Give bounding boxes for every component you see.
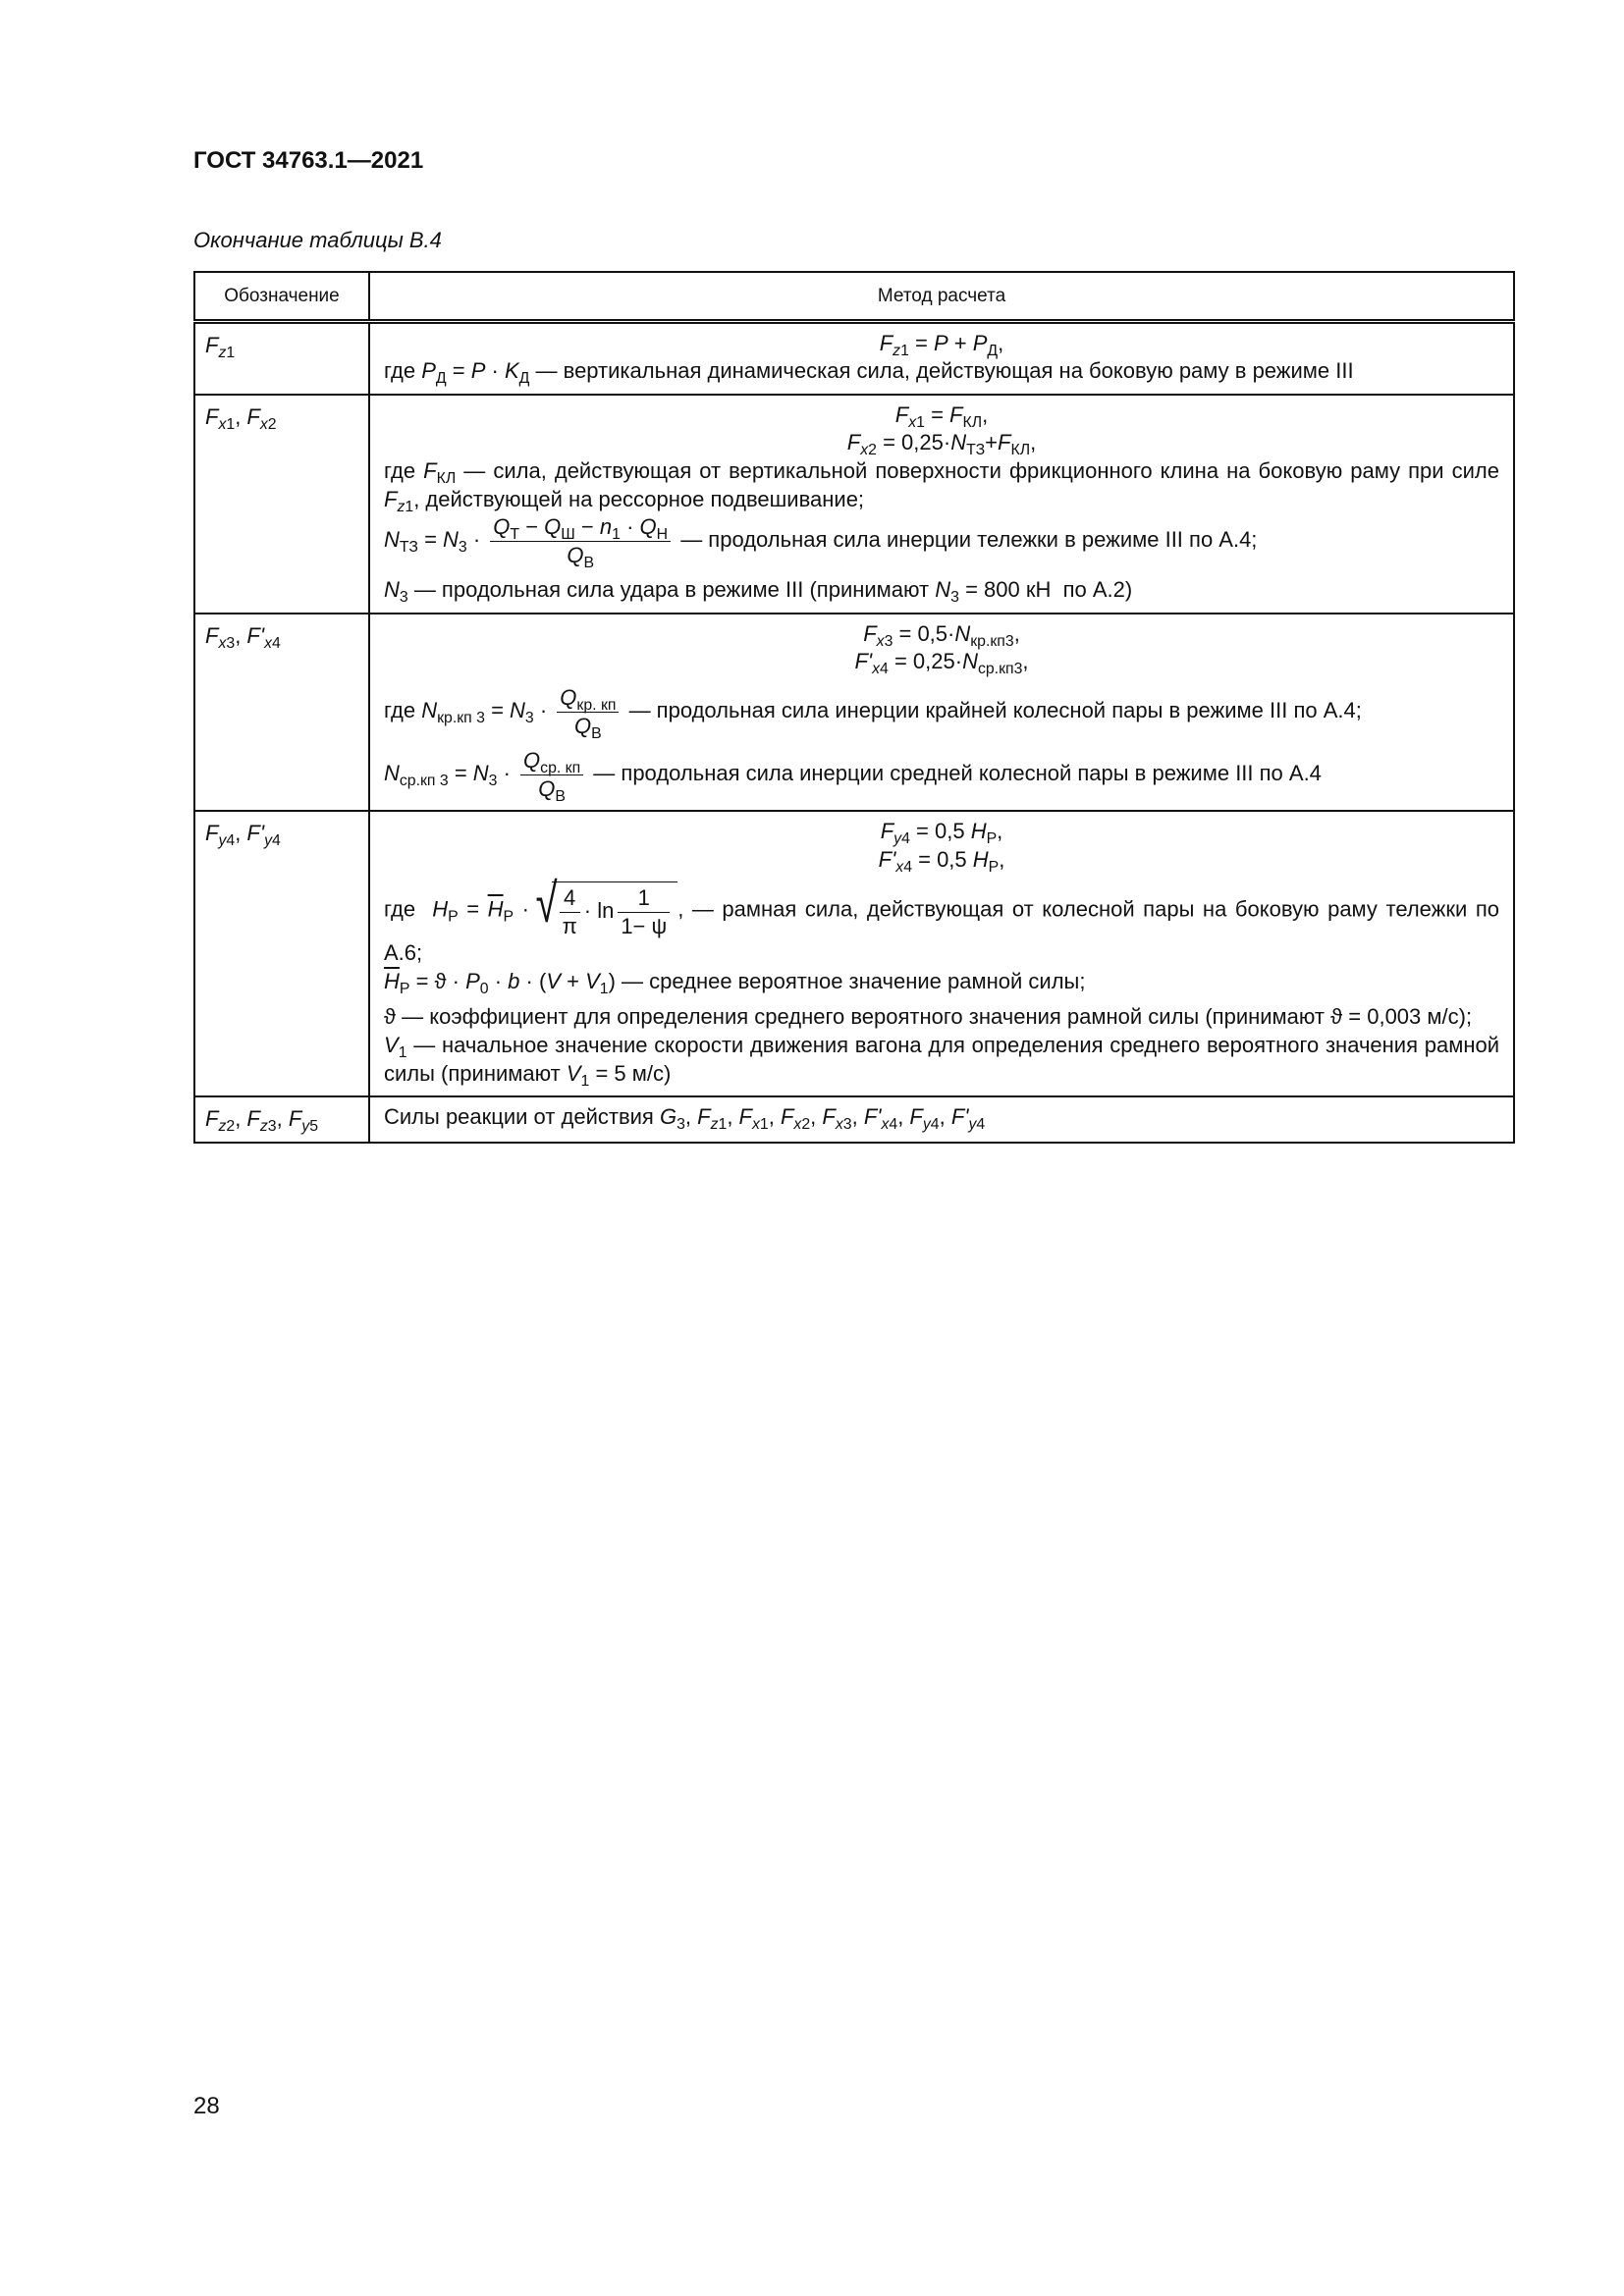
document-standard-number: ГОСТ 34763.1—2021 xyxy=(193,147,424,174)
column-header-designation: Обозначение xyxy=(194,272,369,321)
row-method-fy4: $F_{y4} = 0,5$ $H_Р$, $F'_{x4} = 0,5$ $H_Р$, где $H_Р = \overline{H}_Р$ · √ $\frac{4}{\pi}$ · ln $\frac{1}{1- \psi}$ , — рамная сила, действующая от колесной пары на боковую раму тележки по А.6; $\overline{H}_Р = ϑ \cdot P_0 \cdot b \cdot (V + V_1)$ — среднее вероятное значение рамной силы; ϑ — коэффициент для определения среднего вероятного значения рамной силы (принимают ϑ = 0,003 м/с); $V_1$ — начальное значение скорости движения вагона для определения среднего вероятного значения рамной силы (принимают $V_1 = 5$ м/с) xyxy=(369,811,1514,1096)
table-row-fx3-fx4 xyxy=(194,614,1514,811)
row-symbol-fy4: $F_{y4}$, $F'_{y4}$ xyxy=(194,811,369,1096)
row-method-fx3-fx4: $F_{x3} = 0,5\cdot N_{кр.кп3}$, $F'_{x4} = 0,25\cdot N_{ср.кп3}$, где $N_{кр.кп 3} = N_3$ · $\frac{Q_{кр. кп}}{Q_В}$ — продольная сила инерции крайней колесной пары в режиме III по А.4; $N_{ср.кп 3} = N_3$ · $\frac{Q_{ср. кп}}{Q_В}$ — продольная сила инерции средней колесной пары в режиме III по А.4 xyxy=(369,614,1514,811)
table-row-fy4 xyxy=(194,811,1514,1096)
table-row-fx1-fx2 xyxy=(194,395,1514,614)
row-symbol-reactions: $F_{z2}$, $F_{z3}$, $F_{y5}$ xyxy=(194,1096,369,1143)
row-symbol-fz1: $F_{z1}$ xyxy=(194,321,369,395)
page-number: 28 xyxy=(193,2093,220,2119)
table-row-fz1 xyxy=(194,321,1514,395)
formula-fraction-outer-wheelset: $\frac{Q_{кр. кп}}{Q_В}$ xyxy=(557,684,619,739)
row-method-reactions: Силы реакции от действия $G_3$, $F_{z1}$, $F_{x1}$, $F_{x2}$, $F_{x3}$, $F'_{x4}$, $F_{y4}$, $F'_{y4}$ xyxy=(369,1096,1514,1143)
row-symbol-fx3-fx4: $F_{x3}$, $F'_{x4}$ xyxy=(194,614,369,811)
row-method-fx1-fx2: $F_{x1} = F_{КЛ}$, $F_{x2} = 0,25\cdot N_{ТЗ}+F_{КЛ}$, где $F_{КЛ}$ — сила, действующая от вертикальной поверхности фрикционного клина на боковую раму при силе $F_{z1}$, действующей на рессорное подвешивание; $N_{ТЗ} = N_3$ · $\frac{Q_Т - Q_Ш - n_1 \cdot Q_Н}{Q_В}$ — продольная сила инерции тележки в режиме III по А.4; $N_3$ — продольная сила удара в режиме III (принимают $N_3 = 800$ кН по А.2) xyxy=(369,395,1514,614)
table-caption: Окончание таблицы В.4 xyxy=(193,228,442,252)
row-symbol-fx1-fx2: $F_{x1}$, $F_{x2}$ xyxy=(194,395,369,614)
row-method-fz1: $F_{z1} = P + P_Д$, где $P_Д = P \cdot K_Д$ — вертикальная динамическая сила, действующая на боковую раму в режиме III xyxy=(369,321,1514,395)
formula-fraction-bogie: $\frac{Q_Т - Q_Ш - n_1 \cdot Q_Н}{Q_В}$ xyxy=(490,513,671,568)
column-header-method: Метод расчета xyxy=(369,272,1514,321)
formula-fraction-middle-wheelset: $\frac{Q_{ср. кп}}{Q_В}$ xyxy=(520,747,583,802)
calculation-methods-table xyxy=(193,271,1515,1144)
formula-square-root: √ $\frac{4}{\pi}$ · ln $\frac{1}{1- \psi}$ xyxy=(552,881,678,939)
table-row-reactions xyxy=(194,1096,1514,1143)
